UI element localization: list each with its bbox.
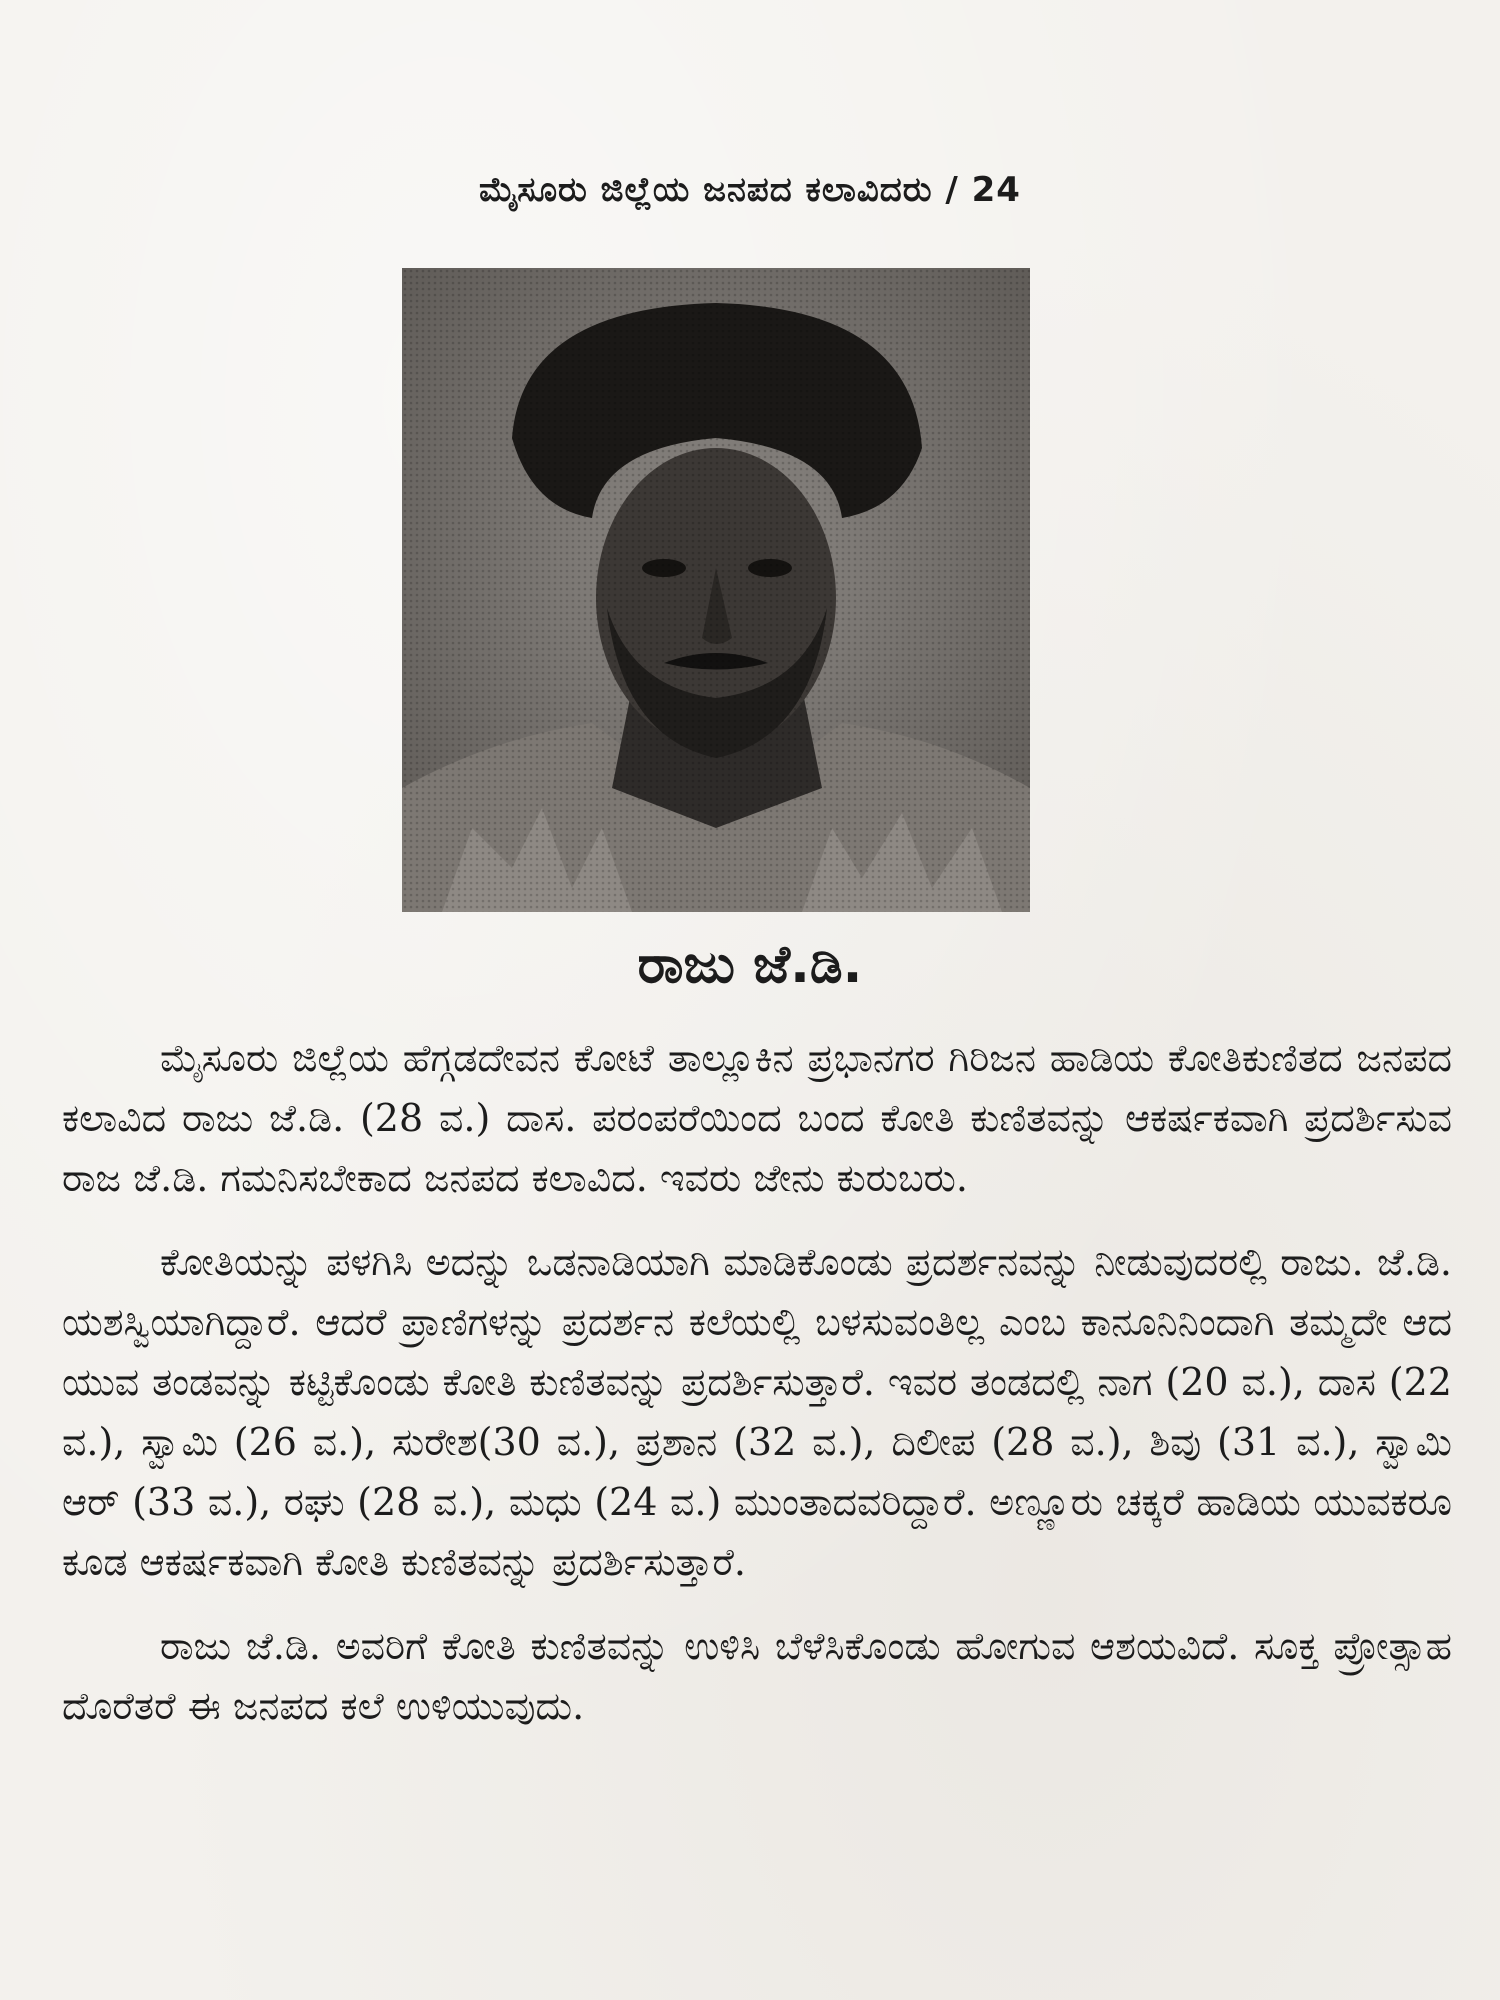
- person-name: ರಾಜು ಜೆ.ಡಿ.: [637, 935, 863, 995]
- paragraph: ಮೈಸೂರು ಜಿಲ್ಲೆಯ ಹೆಗ್ಗಡದೇವನ ಕೋಟೆ ತಾಲ್ಲೂಕಿನ ಪ್ರಭಾನಗರ ಗಿರಿಜನ ಹಾಡಿಯ ಕೋತಿಕುಣಿತದ ಜನಪದ ಕಲಾವಿದ ರಾಜು ಜೆ.ಡಿ. (28 ವ.) ದಾಸ. ಪರಂಪರೆಯಿಂದ ಬಂದ ಕೋತಿ ಕುಣಿತವನ್ನು ಆಕರ್ಷಕವಾಗಿ ಪ್ರದರ್ಶಿಸುವ ರಾಜ ಜೆ.ಡಿ. ಗಮನಿಸಬೇಕಾದ ಜನಪದ ಕಲಾವಿದ. ಇವರು ಜೇನು ಕುರುಬರು.: [62, 1036, 1452, 1200]
- portrait-photo: [402, 268, 1030, 912]
- biography-text: [62, 1028, 1452, 1760]
- paragraph: ಕೋತಿಯನ್ನು ಪಳಗಿಸಿ ಅದನ್ನು ಒಡನಾಡಿಯಾಗಿ ಮಾಡಿಕೊಂಡು ಪ್ರದರ್ಶನವನ್ನು ನೀಡುವುದರಲ್ಲಿ ರಾಜು. ಜೆ.ಡಿ. ಯಶಸ್ವಿಯಾಗಿದ್ದಾರೆ. ಆದರೆ ಪ್ರಾಣಿಗಳನ್ನು ಪ್ರದರ್ಶನ ಕಲೆಯಲ್ಲಿ ಬಳಸುವಂತಿಲ್ಲ ಎಂಬ ಕಾನೂನಿನಿಂದಾಗಿ ತಮ್ಮದೇ ಆದ ಯುವ ತಂಡವನ್ನು ಕಟ್ಟಿಕೊಂಡು ಕೋತಿ ಕುಣಿತವನ್ನು ಪ್ರದರ್ಶಿಸುತ್ತಾರೆ. ಇವರ ತಂಡದಲ್ಲಿ ನಾಗ (20 ವ.), ದಾಸ (22 ವ.), ಸ್ವಾಮಿ (26 ವ.), ಸುರೇಶ(30 ವ.), ಪ್ರಶಾನ (32 ವ.), ದಿಲೀಪ (28 ವ.), ಶಿವು (31 ವ.), ಸ್ವಾಮಿ ಆರ್ (33 ವ.), ರಘು (28 ವ.), ಮಧು (24 ವ.) ಮುಂತಾದವರಿದ್ದಾರೆ. ಅಣ್ಣೂರು ಚಕ್ಕರೆ ಹಾಡಿಯ ಯುವಕರೂ ಕೂಡ ಆಕರ್ಷಕವಾಗಿ ಕೋತಿ ಕುಣಿತವನ್ನು ಪ್ರದರ್ಶಿಸುತ್ತಾರೆ.: [62, 1240, 1452, 1584]
- portrait-photo-icon: [402, 268, 1030, 912]
- running-header: ಮೈಸೂರು ಜಿಲ್ಲೆಯ ಜನಪದ ಕಲಾವಿದರು / 24: [479, 170, 1021, 210]
- paragraph: ರಾಜು ಜೆ.ಡಿ. ಅವರಿಗೆ ಕೋತಿ ಕುಣಿತವನ್ನು ಉಳಿಸಿ ಬೆಳೆಸಿಕೊಂಡು ಹೋಗುವ ಆಶಯವಿದೆ. ಸೂಕ್ತ ಪ್ರೋತ್ಸಾಹ ದೊರೆತರೆ ಈ ಜನಪದ ಕಲೆ ಉಳಿಯುವುದು.: [62, 1624, 1452, 1728]
